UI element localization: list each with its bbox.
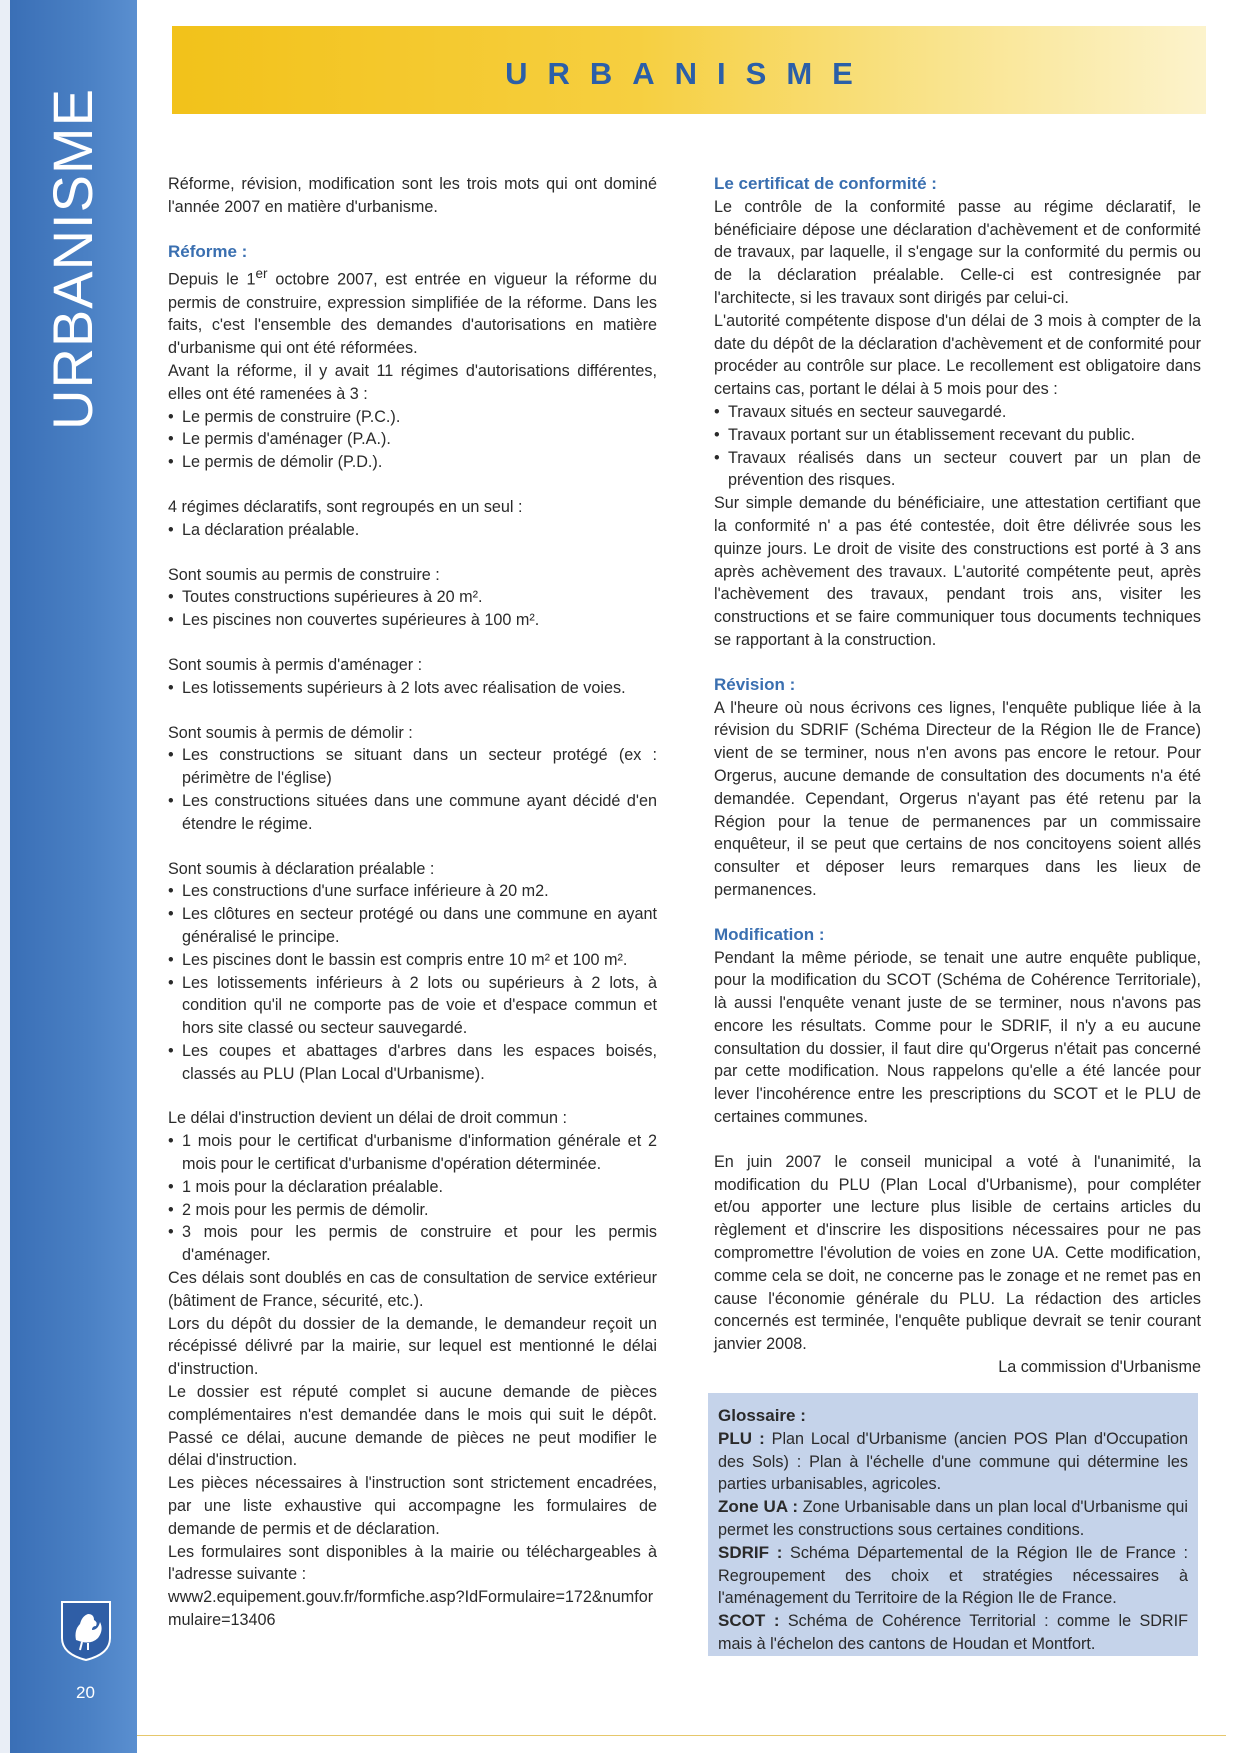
- bottom-divider: [137, 1735, 1226, 1736]
- pc-intro: Sont soumis au permis de construire :: [168, 565, 440, 584]
- glossary-entry: [718, 1428, 1188, 1496]
- signature: La commission d'Urbanisme: [998, 1358, 1201, 1377]
- glossary-term: SCOT :: [718, 1611, 780, 1631]
- certificat-heading: Le certificat de conformité :: [714, 174, 937, 193]
- delai-intro: Le délai d'instruction devient un délai de droit commun :: [168, 1109, 568, 1128]
- plu-paragraph: En juin 2007 le conseil municipal a voté à l'unanimité, la modification du PLU (Plan Local d'Urbanisme), pour compléter et/ou apporter une lecture plus lisible de certains articles du règlement et d'inscrire les dispositions nécessaires pour ne pas compromettre l'évolution de voies en zone UA. Cette modification, comme cela se doit, ne concerne pas le zonage et ne remet pas en cause l'économie générale du PLU. La rédaction des articles concernés est terminée, l'enquête publique devrait se tenir courant janvier 2008.: [714, 1152, 1201, 1354]
- glossary-entry: [718, 1496, 1188, 1542]
- list-item: • Les constructions se situant dans un secteur protégé (ex : périmètre de l'église): [168, 744, 657, 790]
- list-item: • Les piscines dont le bassin est compris entre 10 m² et 100 m².: [168, 949, 657, 972]
- sidebar: [0, 0, 137, 1753]
- certificat-list: [714, 401, 1201, 492]
- intro-paragraph: Réforme, révision, modification sont les trois mots qui ont dominé l'année 2007 en matière d'urbanisme.: [168, 175, 657, 216]
- modification-paragraph: Pendant la même période, se tenait une autre enquête publique, pour la modification du SCOT (Schéma de Cohérence Territoriale), là aussi l'enquête venant juste de se terminer, nous n'avons pas encore les résultats. Comme pour le SDRIF, il n'y a eu aucune consultation du dossier, il faut dire qu'Orgerus n'était pas concerné par cette modification. Nous rappelons qu'elle a été lancée pour lever l'incohérence entre les prescriptions du SCOT et le PLU de certaines communes.: [714, 948, 1201, 1127]
- list-item: • La déclaration préalable.: [168, 519, 657, 542]
- page-number: 20: [76, 1683, 95, 1702]
- glossary-term: Zone UA :: [718, 1497, 799, 1517]
- declaratifs-intro: 4 régimes déclaratifs, sont regroupés en un seul :: [168, 497, 523, 516]
- glossary-definition: Plan Local d'Urbanisme (ancien POS Plan d'Occupation des Sols) : Plan à l'échelle d'une commune qui détermine les parties urbanisables, agricoles.: [718, 1429, 1188, 1494]
- glossary-title: Glossaire :: [718, 1406, 806, 1425]
- reforme-paragraph-2: Avant la réforme, il y avait 11 régimes d'autorisations différentes, elles ont été ramenées à 3 :: [168, 361, 657, 403]
- list-item: • Travaux réalisés dans un secteur couvert par un plan de prévention des risques.: [714, 447, 1201, 493]
- list-item: • Les constructions situées dans une commune ayant décidé d'en étendre le régime.: [168, 790, 657, 836]
- glossary-box: [708, 1393, 1198, 1656]
- glossary-term: PLU :: [718, 1428, 765, 1448]
- list-item: • Toutes constructions supérieures à 20 m².: [168, 586, 657, 609]
- delai-paragraph-3: Le dossier est réputé complet si aucune demande de pièces complémentaires n'est demandée dans le mois qui suit le dépôt. Passé ce délai, aucune demande de pièces ne peut modifier le délai d'instruction.: [168, 1383, 657, 1470]
- list-item: • Le permis de construire (P.C.).: [168, 406, 657, 429]
- certificat-paragraph-2: L'autorité compétente dispose d'un délai de 3 mois à compter de la date du dépôt de la déclaration d'achèvement et de conformité pour procéder au contrôle sur place. Le recollement est obligatoire dans certains cas, portant le délai à 5 mois pour des :: [714, 311, 1201, 399]
- list-item: • Le permis de démolir (P.D.).: [168, 451, 657, 474]
- forms-url-link[interactable]: www2.equipement.gouv.fr/formfiche.asp?IdFormulaire=172&numformulaire=13406: [168, 1588, 654, 1630]
- dp-intro: Sont soumis à déclaration préalable :: [168, 859, 435, 878]
- list-item: • 2 mois pour les permis de démolir.: [168, 1199, 657, 1222]
- list-item: • 1 mois pour le certificat d'urbanisme d'information générale et 2 mois pour le certificat d'urbanisme d'opération déterminée.: [168, 1130, 657, 1176]
- list-item: • Travaux portant sur un établissement recevant du public.: [714, 424, 1201, 447]
- reforme-paragraph: Depuis le 1er octobre 2007, est entrée en vigueur la réforme du permis de construire, expression simplifiée de la réforme. Dans les faits, c'est l'ensemble des demandes d'autorisations en matière d'urbanisme qui ont été réformées.: [168, 266, 657, 358]
- list-item: • 1 mois pour la déclaration préalable.: [168, 1176, 657, 1199]
- reforme-heading: Réforme :: [168, 241, 248, 261]
- glossary-term: SDRIF :: [718, 1542, 783, 1562]
- list-item: • Les lotissements inférieurs à 2 lots ou supérieurs à 2 lots, à condition qu'il ne comporte pas de voie et d'espace commun et hors site classé ou secteur sauvegardé.: [168, 972, 657, 1040]
- pa-list: [168, 677, 657, 700]
- right-column: [714, 173, 1201, 1379]
- sidebar-title: URBANISME: [41, 88, 104, 430]
- page-title: URBANISME: [505, 56, 873, 91]
- left-column: [168, 173, 657, 1632]
- modification-heading: Modification :: [714, 924, 825, 944]
- list-item: • Travaux situés en secteur sauvegardé.: [714, 401, 1201, 424]
- glossary-definition: Schéma Départemental de la Région Ile de France : Regroupement des choix et stratégies nécessaires à l'aménagement du Territoire de la Région Ile de France.: [718, 1543, 1189, 1608]
- certificat-paragraph-3: Sur simple demande du bénéficiaire, une attestation certifiant que la conformité n' a pas été contestée, doit être délivrée sous les quinze jours. Le droit de visite des constructions est porté à 3 ans après achèvement des travaux. L'autorité compétente peut, après l'achèvement des travaux, pendant trois ans, visiter les constructions et se faire communiquer tous documents techniques se rapportant à la construction.: [714, 494, 1201, 649]
- list-item: • Le permis d'aménager (P.A.).: [168, 428, 657, 451]
- delai-paragraph-4: Les pièces nécessaires à l'instruction sont strictement encadrées, par une liste exhaustive qui accompagne les formulaires de demande de permis et de déclaration.: [168, 1474, 657, 1538]
- regimes-list: [168, 406, 657, 474]
- list-item: • Les coupes et abattages d'arbres dans les espaces boisés, classés au PLU (Plan Local d'Urbanisme).: [168, 1040, 657, 1086]
- pc-list: [168, 586, 657, 632]
- certificat-paragraph-1: Le contrôle de la conformité passe au régime déclaratif, le bénéficiaire dépose une déclaration d'achèvement et de conformité de travaux, par laquelle, il s'engage sur la conformité du permis ou de la déclaration préalable. Celle-ci est contresignée par l'architecte, si les travaux sont dirigés par celui-ci.: [714, 197, 1201, 307]
- list-item: • Les clôtures en secteur protégé ou dans une commune en ayant généralisé le principe.: [168, 903, 657, 949]
- pd-intro: Sont soumis à permis de démolir :: [168, 723, 413, 742]
- delai-paragraph-2: Lors du dépôt du dossier de la demande, le demandeur reçoit un récépissé délivré par la mairie, sur lequel est mentionné le délai d'instruction.: [168, 1314, 657, 1379]
- pd-list: [168, 744, 657, 835]
- revision-paragraph: A l'heure où nous écrivons ces lignes, l'enquête publique liée à la révision du SDRIF (Schéma Directeur de la Région Ile de France) vient de se terminer, nous n'en avons pas encore le retour. Pour Orgerus, aucune demande de consultation des documents n'a été demandée. Cependant, Orgerus n'ayant pas été retenu par la Région pour la tenue de permanences par un commissaire enquêteur, il se peut que certains de nos concitoyens soient allés consulter et déposer leurs remarques dans les lieux de permanences.: [714, 698, 1201, 899]
- header-band: [172, 26, 1206, 114]
- glossary-definition: Schéma de Cohérence Territorial : comme le SDRIF mais à l'échelon des cantons de Houdan et Montfort.: [718, 1612, 1189, 1653]
- delai-list: [168, 1130, 657, 1267]
- glossary-definition: Zone Urbanisable dans un plan local d'Urbanisme qui permet les constructions sous certaines conditions.: [718, 1498, 1189, 1539]
- dp-list: [168, 880, 657, 1085]
- glossary-entry: [718, 1542, 1188, 1610]
- list-item: • Les piscines non couvertes supérieures à 100 m².: [168, 609, 657, 632]
- declaratifs-list: [168, 519, 657, 542]
- rooster-shield-icon: [60, 1600, 112, 1662]
- delai-paragraph-1: Ces délais sont doublés en cas de consultation de service extérieur (bâtiment de France, sécurité, etc.).: [168, 1269, 657, 1310]
- delai-paragraph-5: Les formulaires sont disponibles à la mairie ou téléchargeables à l'adresse suivante :: [168, 1542, 657, 1584]
- list-item: • Les lotissements supérieurs à 2 lots avec réalisation de voies.: [168, 677, 657, 700]
- revision-heading: Révision :: [714, 674, 796, 694]
- pa-intro: Sont soumis à permis d'aménager :: [168, 655, 423, 674]
- list-item: • Les constructions d'une surface inférieure à 20 m2.: [168, 880, 657, 903]
- list-item: • 3 mois pour les permis de construire et pour les permis d'aménager.: [168, 1221, 657, 1267]
- glossary-entry: [718, 1610, 1188, 1656]
